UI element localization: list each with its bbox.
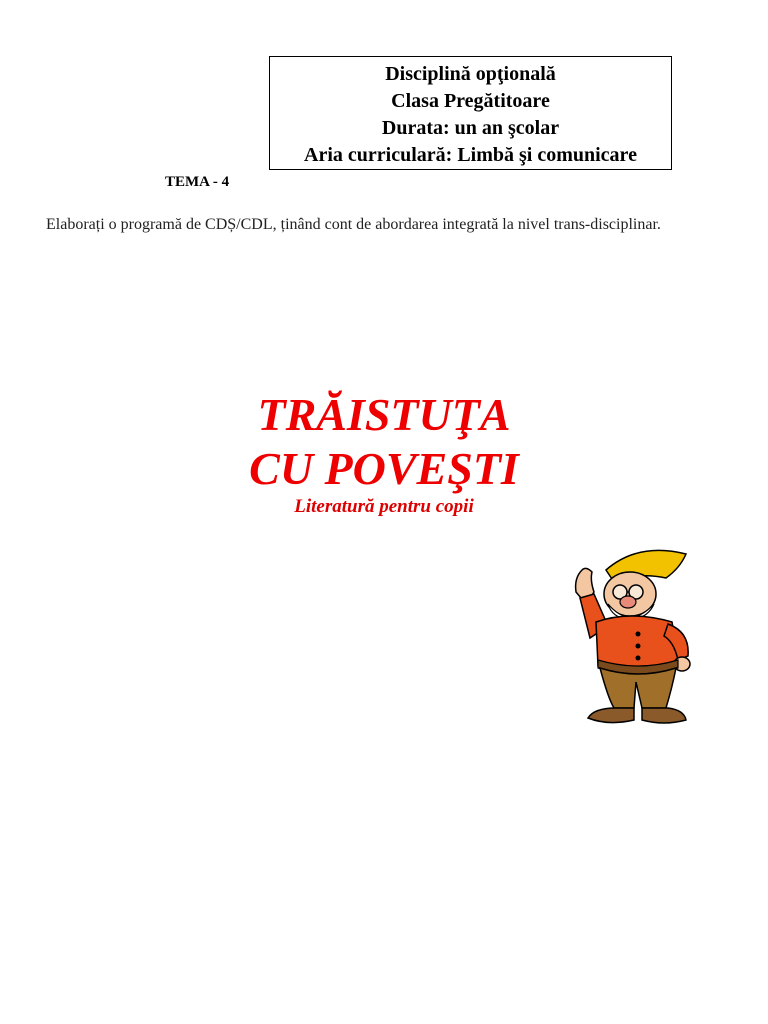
curricular-area-line: Aria curriculară: Limbă şi comunicare [304,144,637,166]
theme-label: TEMA - 4 [165,174,230,190]
task-paragraph: Elaborați o programă de CDȘ/CDL, ținând cont de abordarea integrată la nivel trans-disciplinar. [46,216,661,233]
main-title-line-1: TRĂISTUŢA [257,389,511,440]
subtitle: Literatură pentru copii [294,496,474,517]
main-title-line-2: CU POVEŞTI [249,443,519,494]
course-info-box [269,56,672,170]
duration-line: Durata: un an şcolar [381,117,560,139]
discipline-line: Disciplină opţională [385,63,556,85]
class-line: Clasa Pregătitoare [391,90,550,112]
dwarf-illustration [568,548,698,728]
